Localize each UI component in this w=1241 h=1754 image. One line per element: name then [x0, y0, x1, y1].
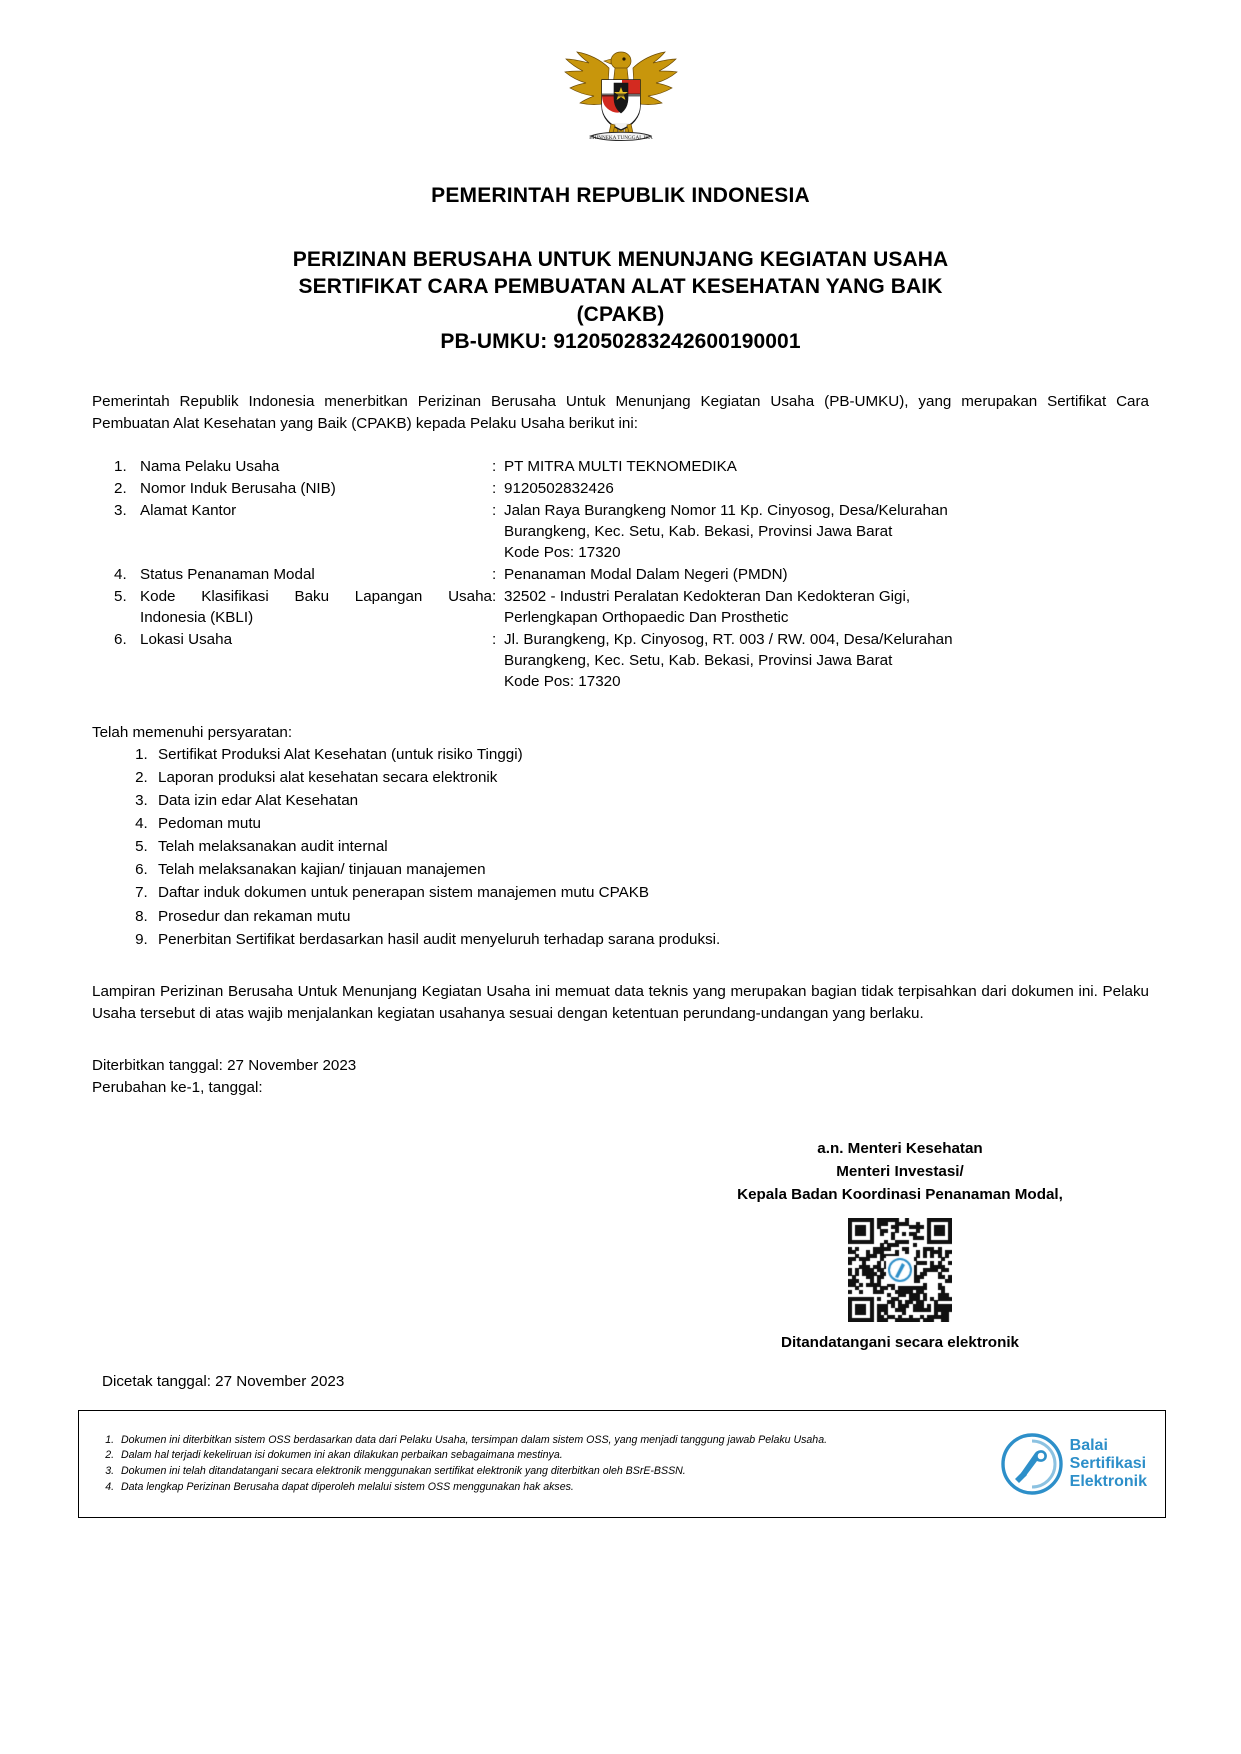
table-row: [114, 587, 1134, 630]
table-row: [114, 479, 1134, 501]
list-item: 4. Pedoman mutu: [152, 812, 1149, 835]
pb-umku-number: PB-UMKU: 912050283242600190001: [440, 329, 801, 353]
list-item: 4. Data lengkap Perizinan Berusaha dapat diperoleh melalui sistem OSS menggunakan hak akses.: [117, 1480, 1001, 1496]
list-item: 3. Dokumen ini telah ditandatangani secara elektronik menggunakan sertifikat elektronik yang diterbitkan oleh BSrE-BSSN.: [117, 1464, 1001, 1480]
row-label: Nama Pelaku Usaha: [140, 458, 280, 476]
bsre-logo-line-1: Balai: [1069, 1437, 1108, 1455]
signatory-line-2: Menteri Investasi/: [836, 1162, 964, 1180]
row-number: 5.: [114, 588, 127, 606]
row-label: Alamat Kantor: [140, 502, 237, 520]
list-item: 1. Dokumen ini diterbitkan sistem OSS berdasarkan data dari Pelaku Usaha, tersimpan dalam sistem OSS, yang menjadi tanggung jawab Pelaku Usaha.: [117, 1433, 1001, 1449]
row-number: 3.: [114, 502, 127, 520]
certificate-title-line-2: SERTIFIKAT CARA PEMBUATAN ALAT KESEHATAN YANG BAIK: [298, 275, 943, 299]
row-value: 9120502832426: [504, 480, 614, 498]
signature-block: [665, 1137, 1135, 1351]
table-row: [114, 457, 1134, 479]
list-item: 7. Daftar induk dokumen untuk penerapan sistem manajemen mutu CPAKB: [152, 881, 1149, 904]
signatory-line-1: a.n. Menteri Kesehatan: [817, 1139, 983, 1157]
list-item: 8. Prosedur dan rekaman mutu: [152, 905, 1149, 928]
row-value: PT MITRA MULTI TEKNOMEDIKA: [504, 458, 737, 476]
row-label: Nomor Induk Berusaha (NIB): [140, 480, 336, 498]
row-value: [504, 587, 1134, 630]
row-label: Lokasi Usaha: [140, 631, 233, 648]
svg-text:BHINNEKA TUNGGAL IKA: BHINNEKA TUNGGAL IKA: [588, 135, 653, 141]
bsre-logo-line-3: Elektronik: [1069, 1472, 1147, 1490]
printed-date: Dicetak tanggal: 27 November 2023: [102, 1373, 345, 1391]
row-label-line-1: Kode Klasifikasi Baku Lapangan Usaha: [140, 588, 492, 606]
requirements-list: [92, 743, 1149, 951]
government-title: PEMERINTAH REPUBLIK INDONESIA: [431, 184, 810, 207]
issued-date: Diterbitkan tanggal: 27 November 2023: [92, 1056, 357, 1074]
list-item: 3. Data izin edar Alat Kesehatan: [152, 789, 1149, 812]
row-label-line-2: Indonesia (KBLI): [140, 609, 254, 627]
dates-block: [92, 1055, 1149, 1099]
requirements-heading: Telah memenuhi persyaratan:: [92, 723, 293, 741]
list-item: 9. Penerbitan Sertifikat berdasarkan hasil audit menyeluruh terhadap sarana produksi.: [152, 928, 1149, 951]
bsre-logo-text: [1070, 1437, 1147, 1491]
bsre-logo-line-2: Sertifikasi: [1069, 1455, 1147, 1473]
certificate-title-line-3: (CPAKB): [576, 302, 665, 326]
closing-paragraph: Lampiran Perizinan Berusaha Untuk Menunjang Kegiatan Usaha ini memuat data teknis yang merupakan bagian tidak terpisahkan dari dokumen ini. Pelaku Usaha tersebut di atas wajib menjalankan kegiatan usahanya sesuai dengan ketentuan perundang-undangan yang berlaku.: [92, 982, 1149, 1022]
row-colon: :: [492, 502, 497, 520]
amendment-date: Perubahan ke-1, tanggal:: [92, 1078, 263, 1096]
table-row: [114, 501, 1134, 565]
row-value: [504, 501, 1134, 565]
row-value-line-1: Jl. Burangkeng, Kp. Cinyosog, RT. 003 / RW. 004, Desa/Kelurahan: [504, 631, 953, 648]
row-colon: :: [492, 480, 497, 498]
footer-notes-list: [83, 1433, 1001, 1496]
list-item: 1. Sertifikat Produksi Alat Kesehatan (untuk risiko Tinggi): [152, 743, 1149, 766]
title-block: [92, 184, 1149, 355]
row-number: 1.: [114, 458, 127, 476]
list-item: 2. Laporan produksi alat kesehatan secara elektronik: [152, 766, 1149, 789]
row-colon: :: [492, 588, 497, 606]
list-item: 5. Telah melaksanakan audit internal: [152, 835, 1149, 858]
certificate-title: [92, 246, 1149, 355]
certificate-title-line-1: PERIZINAN BERUSAHA UNTUK MENUNJANG KEGIATAN USAHA: [292, 248, 949, 271]
row-value: [504, 630, 1134, 694]
row-value-line-3: Kode Pos: 17320: [504, 672, 621, 690]
row-number: 2.: [114, 480, 127, 498]
signatory-line-3: Kepala Badan Koordinasi Penanaman Modal,: [737, 1186, 1063, 1204]
qr-container: [665, 1218, 1135, 1322]
row-value-line-3: Kode Pos: 17320: [504, 544, 621, 562]
row-label: [140, 587, 492, 630]
list-item: 2. Dalam hal terjadi kekeliruan isi dokumen ini akan dilakukan perbaikan sebagaimana mestinya.: [117, 1448, 1001, 1464]
garuda-pancasila-emblem: [561, 38, 681, 156]
row-colon: :: [492, 458, 497, 476]
row-value-line-2: Burangkeng, Kec. Setu, Kab. Bekasi, Provinsi Jawa Barat: [504, 523, 893, 541]
row-value-line-2: Burangkeng, Kec. Setu, Kab. Bekasi, Provinsi Jawa Barat: [504, 651, 893, 669]
signature-qr-code: [848, 1218, 952, 1322]
business-identity-table: [114, 457, 1134, 694]
table-row: [114, 565, 1134, 587]
list-item: 6. Telah melaksanakan kajian/ tinjauan manajemen: [152, 858, 1149, 881]
row-colon: :: [492, 566, 497, 584]
table-row: [114, 630, 1134, 694]
electronic-signature-note: Ditandatangani secara elektronik: [780, 1334, 1020, 1352]
intro-paragraph: Pemerintah Republik Indonesia menerbitkan Perizinan Berusaha Untuk Menunjang Kegiatan Usaha (PB-UMKU), yang merupakan Sertifikat Cara Pembuatan Alat Kesehatan yang Baik (CPAKB) kepada Pelaku Usaha berikut ini:: [92, 393, 1149, 433]
bsre-logo: [1001, 1433, 1157, 1495]
row-value-line-1: Jalan Raya Burangkeng Nomor 11 Kp. Cinyosog, Desa/Kelurahan: [504, 502, 948, 520]
row-label: Status Penanaman Modal: [140, 566, 315, 584]
emblem-container: [92, 0, 1149, 156]
row-value: Penanaman Modal Dalam Negeri (PMDN): [504, 566, 788, 584]
row-colon: :: [492, 631, 497, 648]
footer-notes-box: [78, 1410, 1166, 1518]
bsre-seal-icon: [1001, 1433, 1063, 1495]
row-number: 4.: [114, 566, 127, 584]
row-value-line-2: Perlengkapan Orthopaedic Dan Prosthetic: [504, 609, 789, 627]
row-value-line-1: 32502 - Industri Peralatan Kedokteran Dan Kedokteran Gigi,: [504, 588, 911, 606]
row-number: 6.: [114, 631, 127, 648]
